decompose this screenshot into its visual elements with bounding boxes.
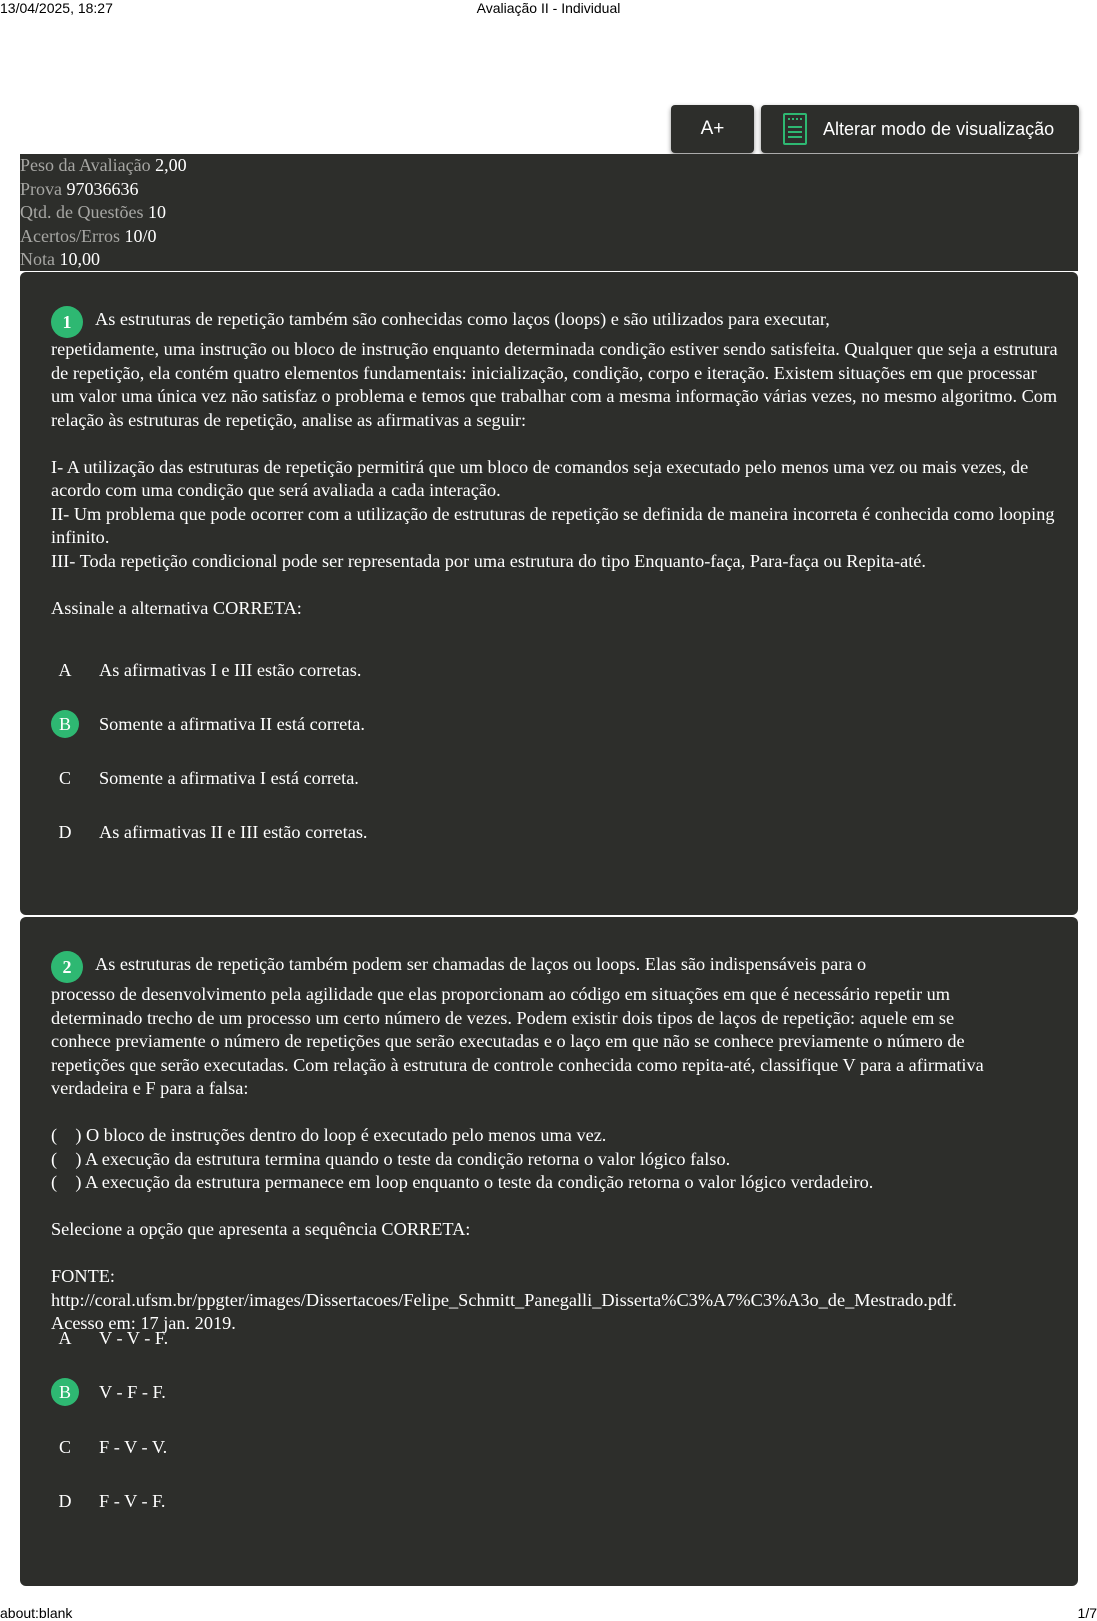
statement-2: ( ) A execução da estrutura termina quando o teste da condição retorna o valor lógico falso. xyxy=(51,1148,731,1169)
option-letter: A xyxy=(58,660,72,680)
option-text: F - V - V. xyxy=(99,1437,168,1457)
source-label: FONTE: xyxy=(51,1266,115,1286)
document-icon xyxy=(783,113,807,145)
view-mode-button[interactable] xyxy=(761,105,1079,153)
summary-qtd: Qtd. de Questões 10 xyxy=(20,202,166,222)
option-text: V - F - F. xyxy=(99,1382,166,1402)
summary-peso: Peso da Avaliação 2,00 xyxy=(20,155,187,175)
question-body xyxy=(51,951,1011,1336)
print-url: about:blank xyxy=(0,1605,73,1621)
statement-1: ( ) O bloco de instruções dentro do loop é executado pelo menos uma vez. xyxy=(51,1125,607,1145)
question-number-badge: 1 xyxy=(51,306,83,338)
question-text-line1: As estruturas de repetição também podem ser chamadas de laços ou loops. Elas são indispensáveis para o xyxy=(95,954,867,974)
source-url: http://coral.ufsm.br/ppgter/images/Dissertacoes/Felipe_Schmitt_Panegalli_Disserta%C3%A7%C3%A3o_de_Mestrado.pdf. xyxy=(51,1289,957,1310)
option-text: F - V - F. xyxy=(99,1491,166,1511)
option-text: Somente a afirmativa II está correta. xyxy=(99,714,365,734)
summary-nota: Nota 10,00 xyxy=(20,249,100,269)
question-text: processo de desenvolvimento pela agilidade que elas proporcionam ao código em situações em que é necessário repetir um determinado trecho de um processo um certo número de vezes. Podem existir dois tipos de laços de repetição: aquele em se conhece previamente o número de repetições que serão executadas e o laço em que não se conhece previamente o número de repetições que serão executadas. Com relação à estrutura de controle conhecida como repita-até, classifique V para a afirmativa verdadeira e F para a falsa: xyxy=(51,984,989,1098)
print-title: Avaliação II - Individual xyxy=(476,0,621,16)
option-text: Somente a afirmativa I está correta. xyxy=(99,768,359,788)
option-letter: C xyxy=(58,768,71,788)
option-letter: A xyxy=(58,1328,72,1348)
print-header xyxy=(0,0,1097,18)
question-prompt: Assinale a alternativa CORRETA: xyxy=(51,597,302,618)
statement-2: II- Um problema que pode ocorrer com a utilização de estruturas de repetição se definida de maneira incorreta é conhecida como looping infinito. xyxy=(51,503,1060,547)
question-card-2 xyxy=(20,917,1078,1586)
question-number-badge: 2 xyxy=(51,951,83,983)
option-letter: D xyxy=(58,822,72,842)
print-footer xyxy=(0,1605,1097,1621)
summary-acertos: Acertos/Erros 10/0 xyxy=(20,225,157,246)
option-letter: C xyxy=(58,1437,71,1457)
option-text: As afirmativas II e III estão corretas. xyxy=(99,822,368,842)
question-card-1 xyxy=(20,272,1078,915)
question-text-line1: As estruturas de repetição também são conhecidas como laços (loops) e são utilizados para executar, xyxy=(95,309,830,329)
source-access: Acesso em: 17 jan. 2019. xyxy=(51,1313,236,1333)
question-prompt: Selecione a opção que apresenta a sequência CORRETA: xyxy=(51,1219,471,1239)
option-text: As afirmativas I e III estão corretas. xyxy=(99,660,362,680)
question-text: repetidamente, uma instrução ou bloco de instrução enquanto determinada condição estiver sendo satisfeita. Qualquer que seja a estrutura de repetição, ela contém quatro elementos fundamentais: inicialização, condição, corpo e iteração. Existem situações em que processar um valor uma única vez não satisfaz o problema e temos que trabalhar com a mesma informação várias vezes, no mesmo algoritmo. Com relação às estruturas de repetição, analise as afirmativas a seguir: xyxy=(51,339,1063,430)
option-letter: D xyxy=(58,1491,72,1511)
print-datetime: 13/04/2025, 18:27 xyxy=(0,0,113,16)
option-letter-selected: B xyxy=(51,710,79,738)
option-text: V - V - F. xyxy=(99,1328,169,1348)
view-mode-label: Alterar modo de visualização xyxy=(823,118,1055,139)
print-page-number: 1/7 xyxy=(1077,1605,1097,1621)
font-increase-label: A+ xyxy=(700,118,725,139)
summary-prova: Prova 97036636 xyxy=(20,178,139,199)
exam-summary xyxy=(20,154,1078,271)
font-increase-button[interactable] xyxy=(671,105,754,153)
question-body xyxy=(51,306,1061,620)
option-letter-selected: B xyxy=(51,1378,79,1406)
statement-3: ( ) A execução da estrutura permanece em loop enquanto o teste da condição retorna o valor lógico verdadeiro. xyxy=(51,1172,874,1192)
statement-3: III- Toda repetição condicional pode ser representada por uma estrutura do tipo Enquanto-faça, Para-faça ou Repita-até. xyxy=(51,550,926,571)
statement-1: I- A utilização das estruturas de repetição permitirá que um bloco de comandos seja executado pelo menos uma vez ou mais vezes, de acordo com uma condição que será avaliada a cada interação. xyxy=(51,456,1033,500)
